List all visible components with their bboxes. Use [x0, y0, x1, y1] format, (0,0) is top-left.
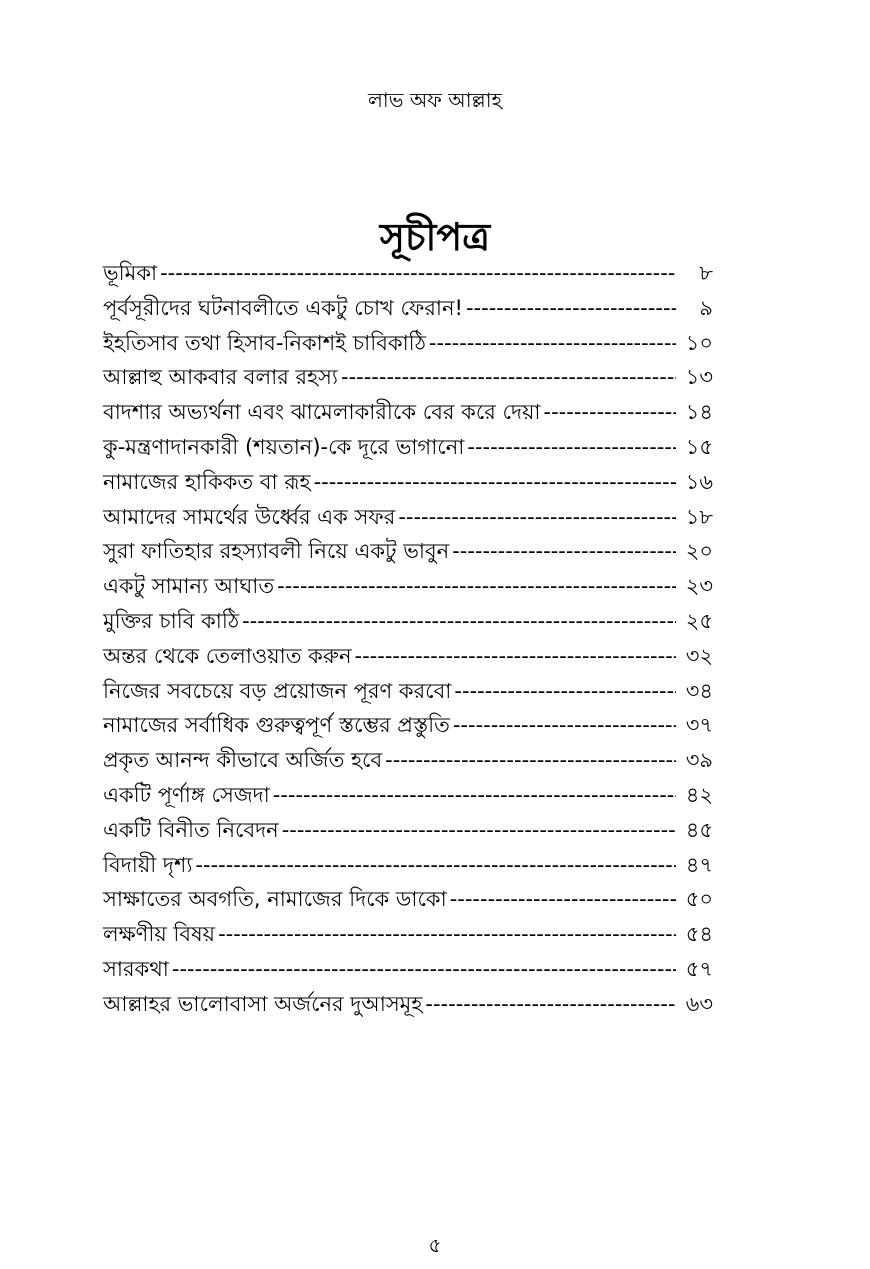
toc-entry-page: ৩৪: [685, 678, 713, 703]
toc-entry-label: নামাজের সর্বাধিক গুরুত্বপূর্ণ স্তম্ভের প্রস্তুতি: [103, 713, 450, 738]
toc-entry-page: ৫৭: [685, 956, 713, 981]
toc-entry-label: সারকথা: [103, 956, 169, 981]
dot-leader: [452, 539, 676, 563]
toc-entry-label: ভূমিকা: [103, 261, 158, 285]
dot-leader: [273, 783, 676, 807]
toc-entry-label: পূর্বসূরীদের ঘটনাবলীতে একটু চোখ ফেরান!: [103, 295, 463, 320]
toc-entry-label: আল্লাহু আকবার বলার রহস্য: [103, 365, 338, 390]
dot-leader: [160, 261, 676, 285]
dot-leader: [282, 818, 676, 842]
toc-entry-page: ১৩: [685, 365, 713, 390]
toc-entry-page: ৩৯: [685, 748, 713, 773]
toc-entry: [103, 535, 713, 570]
toc-entry-page: ৫৪: [685, 922, 713, 947]
toc-entry-page: ২৫: [685, 608, 713, 633]
toc-entry-page: ৪৫: [685, 817, 713, 842]
dot-leader: [314, 470, 676, 494]
toc-entry: [103, 640, 713, 675]
toc-entry-page: ৪২: [685, 782, 713, 807]
toc-entry-label: কু-মন্ত্রণাদানকারী (শয়তান)-কে দূরে ভাগানো: [103, 434, 465, 459]
dot-leader: [242, 609, 676, 633]
toc-entry: [103, 605, 713, 640]
toc-entry-label: ইহতিসাব তথা হিসাব-নিকাশই চাবিকাঠি: [103, 330, 426, 355]
toc-entry-page: ৩৭: [685, 713, 713, 738]
toc-entry: [103, 953, 713, 988]
toc-entry: [103, 814, 713, 849]
dot-leader: [450, 887, 676, 911]
toc-entry-page: ৫০: [685, 887, 713, 912]
toc-list: [103, 257, 713, 1023]
toc-entry-label: বিদায়ী দৃশ্য: [103, 852, 193, 877]
toc-entry-label: প্রকৃত আনন্দ কীভাবে অর্জিত হবে: [103, 748, 383, 773]
toc-entry-page: ১০: [685, 330, 713, 355]
dot-leader: [544, 400, 676, 424]
toc-entry: [103, 849, 713, 884]
toc-entry: [103, 501, 713, 536]
toc-entry: [103, 744, 713, 779]
toc-entry: [103, 466, 713, 501]
toc-entry-label: একটু সামান্য আঘাত: [103, 574, 275, 599]
toc-entry-label: অন্তর থেকে তেলাওয়াত করুন: [103, 643, 352, 668]
toc-entry: [103, 883, 713, 918]
toc-entry: [103, 361, 713, 396]
toc-entry-page: ৮: [699, 261, 713, 285]
dot-leader: [195, 853, 676, 877]
toc-entry: [103, 709, 713, 744]
toc-entry: [103, 257, 713, 292]
toc-entry-page: ১৮: [685, 504, 713, 529]
dot-leader: [172, 957, 676, 981]
toc-entry: [103, 675, 713, 710]
toc-entry: [103, 918, 713, 953]
toc-entry: [103, 779, 713, 814]
dot-leader: [466, 296, 676, 320]
toc-entry-label: নিজের সবচেয়ে বড় প্রয়োজন পূরণ করবো: [103, 678, 452, 703]
toc-entry-page: ৯: [699, 295, 713, 320]
toc-entry: [103, 396, 713, 431]
toc-entry-label: একটি বিনীত নিবেদন: [103, 817, 279, 842]
dot-leader: [425, 992, 676, 1016]
toc-entry: [103, 292, 713, 327]
toc-entry-page: ৪৭: [685, 852, 713, 877]
toc-entry-label: আল্লাহর ভালোবাসা অর্জনের দুআসমূহ: [103, 991, 423, 1016]
toc-entry: [103, 431, 713, 466]
toc-entry-page: ৬৩: [685, 991, 713, 1016]
dot-leader: [385, 748, 676, 772]
toc-entry-label: মুক্তির চাবি কাঠি: [103, 608, 240, 633]
dot-leader: [467, 435, 676, 459]
toc-entry-page: ২৩: [685, 574, 713, 599]
toc-entry-label: লক্ষণীয় বিষয়: [103, 922, 216, 947]
dot-leader: [453, 713, 676, 737]
dot-leader: [454, 679, 676, 703]
toc-entry-label: বাদশার অভ্যর্থনা এবং ঝামেলাকারীকে বের করে দেয়া: [103, 400, 541, 425]
toc-entry: [103, 570, 713, 605]
dot-leader: [355, 644, 676, 668]
running-header: লাভ অফ আল্লাহ: [367, 88, 503, 112]
toc-entry-label: সুরা ফাতিহার রহস্যাবলী নিয়ে একটু ভাবুন: [103, 539, 450, 564]
toc-entry-label: একটি পূর্ণাঙ্গ সেজদা: [103, 782, 270, 807]
page-number: ৫: [428, 1233, 442, 1257]
toc-entry-page: ১৬: [685, 469, 713, 494]
toc-entry-page: ১৪: [685, 400, 713, 425]
toc-entry: [103, 327, 713, 362]
toc-entry-label: সাক্ষাতের অবগতি, নামাজের দিকে ডাকো: [103, 887, 447, 912]
toc-entry-page: ২০: [685, 539, 713, 564]
toc-entry-label: আমাদের সামর্থের উর্ধ্বের এক সফর: [103, 504, 396, 529]
toc-entry-page: ১৫: [685, 434, 713, 459]
dot-leader: [429, 331, 676, 355]
dot-leader: [341, 365, 676, 389]
toc-entry: [103, 988, 713, 1023]
toc-entry-label: নামাজের হাকিকত বা রূহ: [103, 469, 311, 494]
dot-leader: [218, 922, 676, 946]
toc-entry-page: ৩২: [685, 643, 713, 668]
toc-title: সূচীপত্র: [379, 215, 491, 259]
dot-leader: [398, 505, 676, 529]
dot-leader: [277, 574, 676, 598]
